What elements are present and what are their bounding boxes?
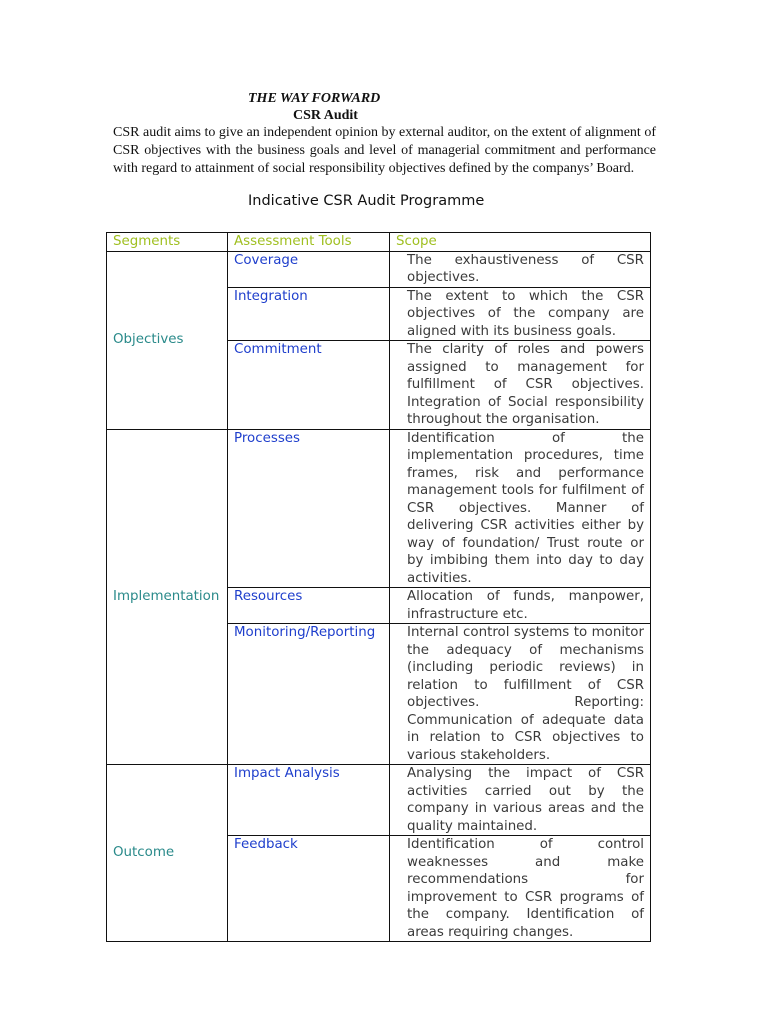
scope-integration: The extent to which the CSR objectives of the company are aligned with its business goals. xyxy=(390,287,651,341)
scope-resources: Allocation of funds, manpower, infrastructure etc. xyxy=(390,588,651,624)
segment-objectives: Objectives xyxy=(107,251,228,429)
scope-feedback: Identification of control weaknesses and make recommendations for improvement to CSR programs of the company. Identification of areas requiring changes. xyxy=(390,836,651,942)
scope-impact-analysis: Analysing the impact of CSR activities carried out by the company in various areas and the quality maintained. xyxy=(390,765,651,836)
tool-feedback: Feedback xyxy=(228,836,390,942)
intro-paragraph: CSR audit aims to give an independent opinion by external auditor, on the extent of alignment of CSR objectives with the business goals and level of managerial commitment and performance with regard to attainment of social responsibility objectives defined by the companys’ Board. xyxy=(113,125,656,176)
page-title: THE WAY FORWARD xyxy=(248,91,381,106)
section-subtitle: CSR Audit xyxy=(293,108,358,123)
header-scope: Scope xyxy=(390,233,651,252)
csr-audit-table xyxy=(106,232,651,942)
tool-commitment: Commitment xyxy=(228,341,390,430)
tool-monitoring-reporting: Monitoring/Reporting xyxy=(228,624,390,765)
table-row xyxy=(107,251,651,287)
tool-processes: Processes xyxy=(228,429,390,588)
scope-processes: Identification of the implementation procedures, time frames, risk and performance management tools for fulfilment of CSR objectives. Manner of delivering CSR activities either by way of foundation/ Trust route or by imbibing them into day to day activities. xyxy=(390,429,651,588)
segment-outcome: Outcome xyxy=(107,765,228,942)
segment-implementation: Implementation xyxy=(107,429,228,765)
table-header-row xyxy=(107,233,651,252)
tool-resources: Resources xyxy=(228,588,390,624)
tool-impact-analysis: Impact Analysis xyxy=(228,765,390,836)
table-row xyxy=(107,429,651,588)
scope-coverage: The exhaustiveness of CSR objectives. xyxy=(390,251,651,287)
table-title: Indicative CSR Audit Programme xyxy=(248,193,485,209)
tool-integration: Integration xyxy=(228,287,390,341)
tool-coverage: Coverage xyxy=(228,251,390,287)
header-segments: Segments xyxy=(107,233,228,252)
table-row xyxy=(107,765,651,836)
header-assessment-tools: Assessment Tools xyxy=(228,233,390,252)
scope-monitoring-reporting: Internal control systems to monitor the adequacy of mechanisms (including periodic reviews) in relation to fulfillment of CSR objectives. Reporting: Communication of adequate data in relation to CSR objectives to various stakeholders. xyxy=(390,624,651,765)
scope-commitment: The clarity of roles and powers assigned to management for fulfillment of CSR objectives. Integration of Social responsibility throughout the organisation. xyxy=(390,341,651,430)
